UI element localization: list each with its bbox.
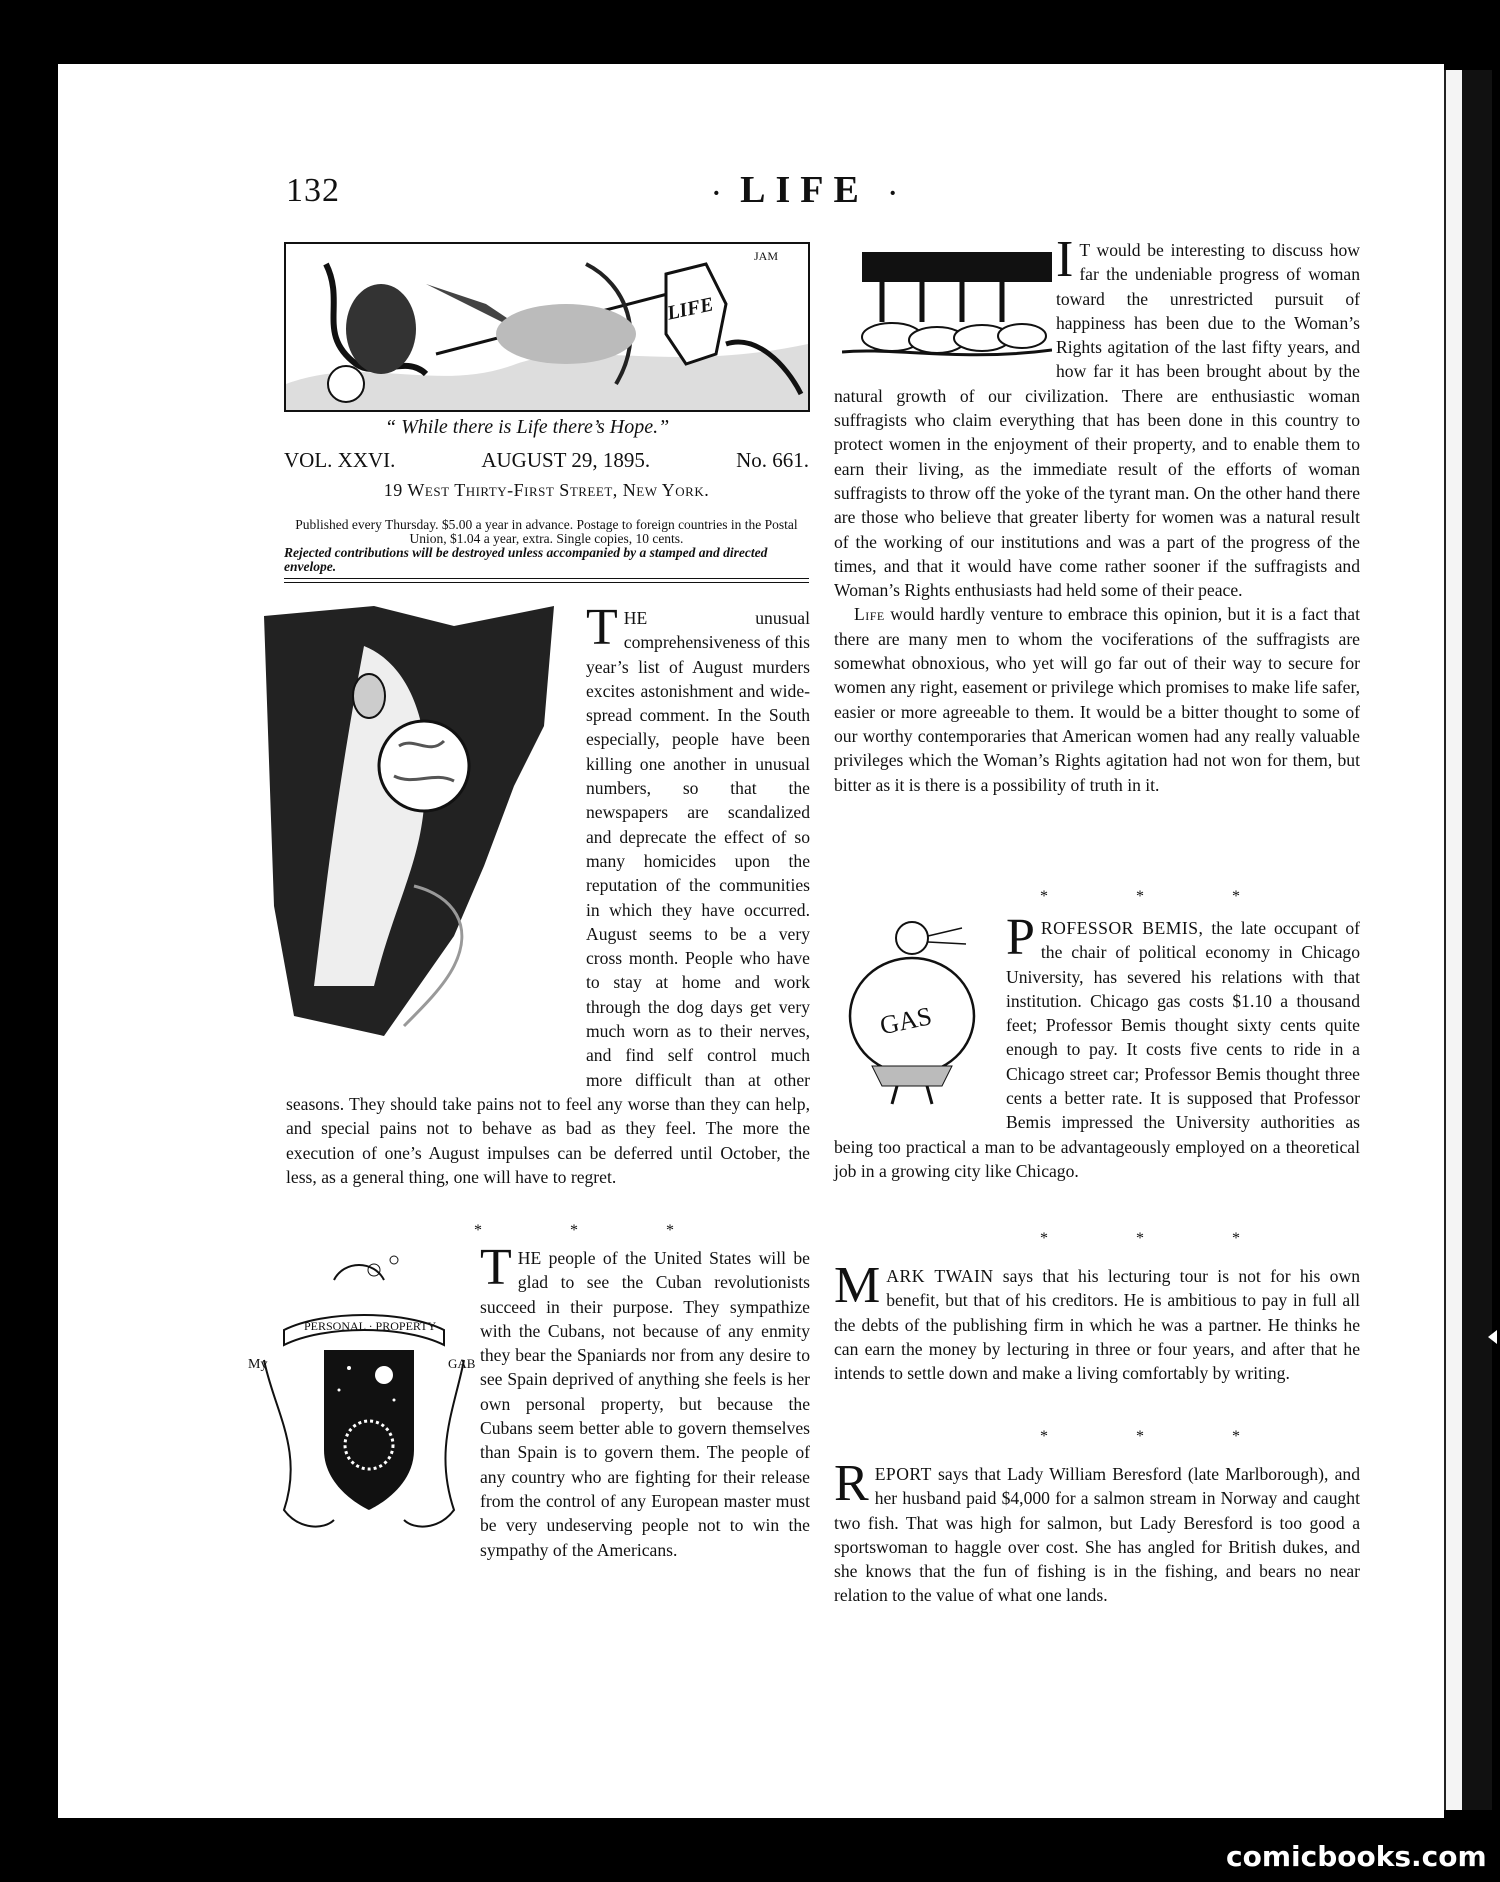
drop-cap: P xyxy=(1006,909,1035,966)
page-turn-marker xyxy=(1488,1330,1497,1344)
scan-border xyxy=(1462,70,1492,1810)
drop-cap: T xyxy=(480,1239,512,1296)
article-body: says that Lady William Beresford (late Marlborough), and her husband paid $4,000 for a salmon stream in Norway and caught two fish. That was high for salmon, but Lady Beresford is too good a sportswoman to haggle over cost. She has angled for British dukes, and she knows that the fun of fishing is in the fishing, and bears no near relation to the value of what one lands. xyxy=(834,1464,1360,1606)
article-body-p2: would hardly venture to embrace this opinion, but it is a fact that there are many men to whom the vociferations of the suffragists are somewhat obnoxious, who yet will go far out of their way to secure for women any right, easement or privilege which promises to make life safer, easier or more agreeable to them. It would be a bitter thought to some of our worthy contemporaries that American women had any really valuable privileges which the Woman’s Rights agitation had not won for them, but bitter as it is there is a possibility of truth in it. xyxy=(834,604,1360,795)
lead-words: EPORT xyxy=(874,1464,932,1484)
rejected-contributions-note: Rejected contributions will be destroyed unless accompanied by a stamped and directed envelope. xyxy=(284,545,768,574)
drop-cap: I xyxy=(1056,231,1074,288)
artist-signature: JAM xyxy=(754,249,779,263)
motto: “ While there is Life there’s Hope.” xyxy=(385,416,670,438)
article-body: the late occupant of the chair of political economy in Chicago University, has severed his relations with that institution. Chicago gas costs $1.10 a thousand feet; Professor Bemis thought sixty cents quite enough to pay. It costs five cents to ride in a Chicago street car; Professor Bemis thought three cents a better rate. It is supposed that Professor Bemis impressed the University authorities as being too practical a man to be advantageously employed on a theoretical job in a growing city like Chicago. xyxy=(834,918,1360,1181)
article-body: HE unusual comprehensiveness of this year’s list of August murders excites astonishment and wide-spread comment. In the South especially, people have been killing one another in unusual numbers, so that the newspapers are scandalized and deprecate the effect of so many homicides upon the reputation of the communities in which they have occurred. August seems to be a very cross month. People who have to stay at home and work through the dog days get very much worn as to their nerves, and find self control much more difficult than at other seasons. They should take pains not to feel any worse than they can help, and special pains not to behave as bad as they feel. The more the execution of one’s August impulses can be deferred until October, the less, as a general thing, one will have to regret. xyxy=(286,608,810,1187)
next-page-edge xyxy=(1444,70,1464,1810)
drop-cap: M xyxy=(834,1257,881,1314)
drop-cap: T xyxy=(586,599,618,656)
issue-number: No. 661. xyxy=(736,448,809,472)
header-rule-2 xyxy=(284,582,809,583)
float-spacer xyxy=(834,238,1056,378)
gas-label: GAS xyxy=(877,1001,935,1041)
float-spacer xyxy=(290,1246,480,1584)
article-august-murders xyxy=(286,599,810,1189)
article-body: HE people of the United States will be glad to see the Cuban revolutionists succeed in their purpose. They sympathize with the Cubans, not because of any enmity they bear the Spaniards nor from any desire to see Spain deprived of anything she feels is her own personal property, but because the Cubans seem better able to govern themselves than Spain is to govern them. The people of any country who are fighting for their release from the control of any European master must be very undeserving people not to win the sympathy of the Americans. xyxy=(480,1248,810,1560)
masthead: · LIFE · xyxy=(712,169,898,211)
header-rule xyxy=(284,578,809,579)
separator-stars: * * * xyxy=(1040,1428,1282,1445)
separator-stars: * * * xyxy=(1040,1230,1282,1247)
page-number: 132 xyxy=(286,172,340,209)
publication-note xyxy=(284,518,809,574)
article-mark-twain xyxy=(834,1257,1360,1385)
float-spacer xyxy=(286,606,586,1072)
drop-cap: R xyxy=(834,1455,869,1512)
lead-words: ROFESSOR BEMIS, xyxy=(1040,918,1204,938)
life-lead: Life xyxy=(854,604,885,625)
separator-stars: * * * xyxy=(474,1222,716,1239)
masthead-title: LIFE xyxy=(740,169,869,211)
separator-stars: * * * xyxy=(1040,888,1282,905)
banner-text: PERSONAL · PROPERTY xyxy=(304,1319,437,1333)
article-professor-bemis xyxy=(834,909,1360,1183)
volume: VOL. XXVI. xyxy=(284,448,396,472)
address: 19 West Thirty-First Street, New York. xyxy=(383,480,710,500)
shield-label: LIFE xyxy=(665,293,716,325)
banner-my: My xyxy=(248,1357,268,1372)
issue-date: AUGUST 29, 1895. xyxy=(481,448,651,472)
watermark: comicbooks.com xyxy=(1226,1840,1487,1873)
article-woman-suffrage xyxy=(834,231,1360,797)
volume-line xyxy=(284,448,809,473)
article-body: says that his lecturing tour is not for his own benefit, but that of his creditors. He is ambitious to pay in full all the debts of the publishing firm in which he was a partner. He thinks he can earn the money by lecturing in three or four years, and after that he intends to settle down and make a living comfortably by writing. xyxy=(834,1266,1360,1384)
article-lady-beresford xyxy=(834,1455,1360,1608)
float-spacer xyxy=(834,916,1006,1134)
banner-gab: GAB xyxy=(448,1356,476,1371)
article-body-p1: T would be interesting to discuss how far the undeniable progress of woman toward the unrestricted pursuit of happiness has been due to the Woman’s Rights agitation of the last fifty years, and how far it has been brought about by the natural growth of our civilization. There are enthusiastic woman suffragists who claim everything that has been done in this country to protect women in the enjoyment of their property, and to enable them to earn their living, as the immediate result of the efforts of woman suffragists to throw off the yoke of the tyrant man. On the other hand there are those who believe that greater liberty for women was a natural result of the working of our institutions and was a part of the progress of the times, and that it would have come rather sooner if the suffragists and Woman’s Rights enthusiasts had held some of their peace. xyxy=(834,240,1360,601)
lead-words: ARK TWAIN xyxy=(886,1266,994,1286)
masthead-illustration xyxy=(284,242,810,412)
article-cuba xyxy=(290,1239,810,1584)
devil-and-knight-drawing xyxy=(286,244,808,410)
subscription-note: Published every Thursday. $5.00 a year in advance. Postage to foreign countries in the Postal Union, $1.04 a year, extra. Single copies, 10 cents. xyxy=(295,517,798,546)
